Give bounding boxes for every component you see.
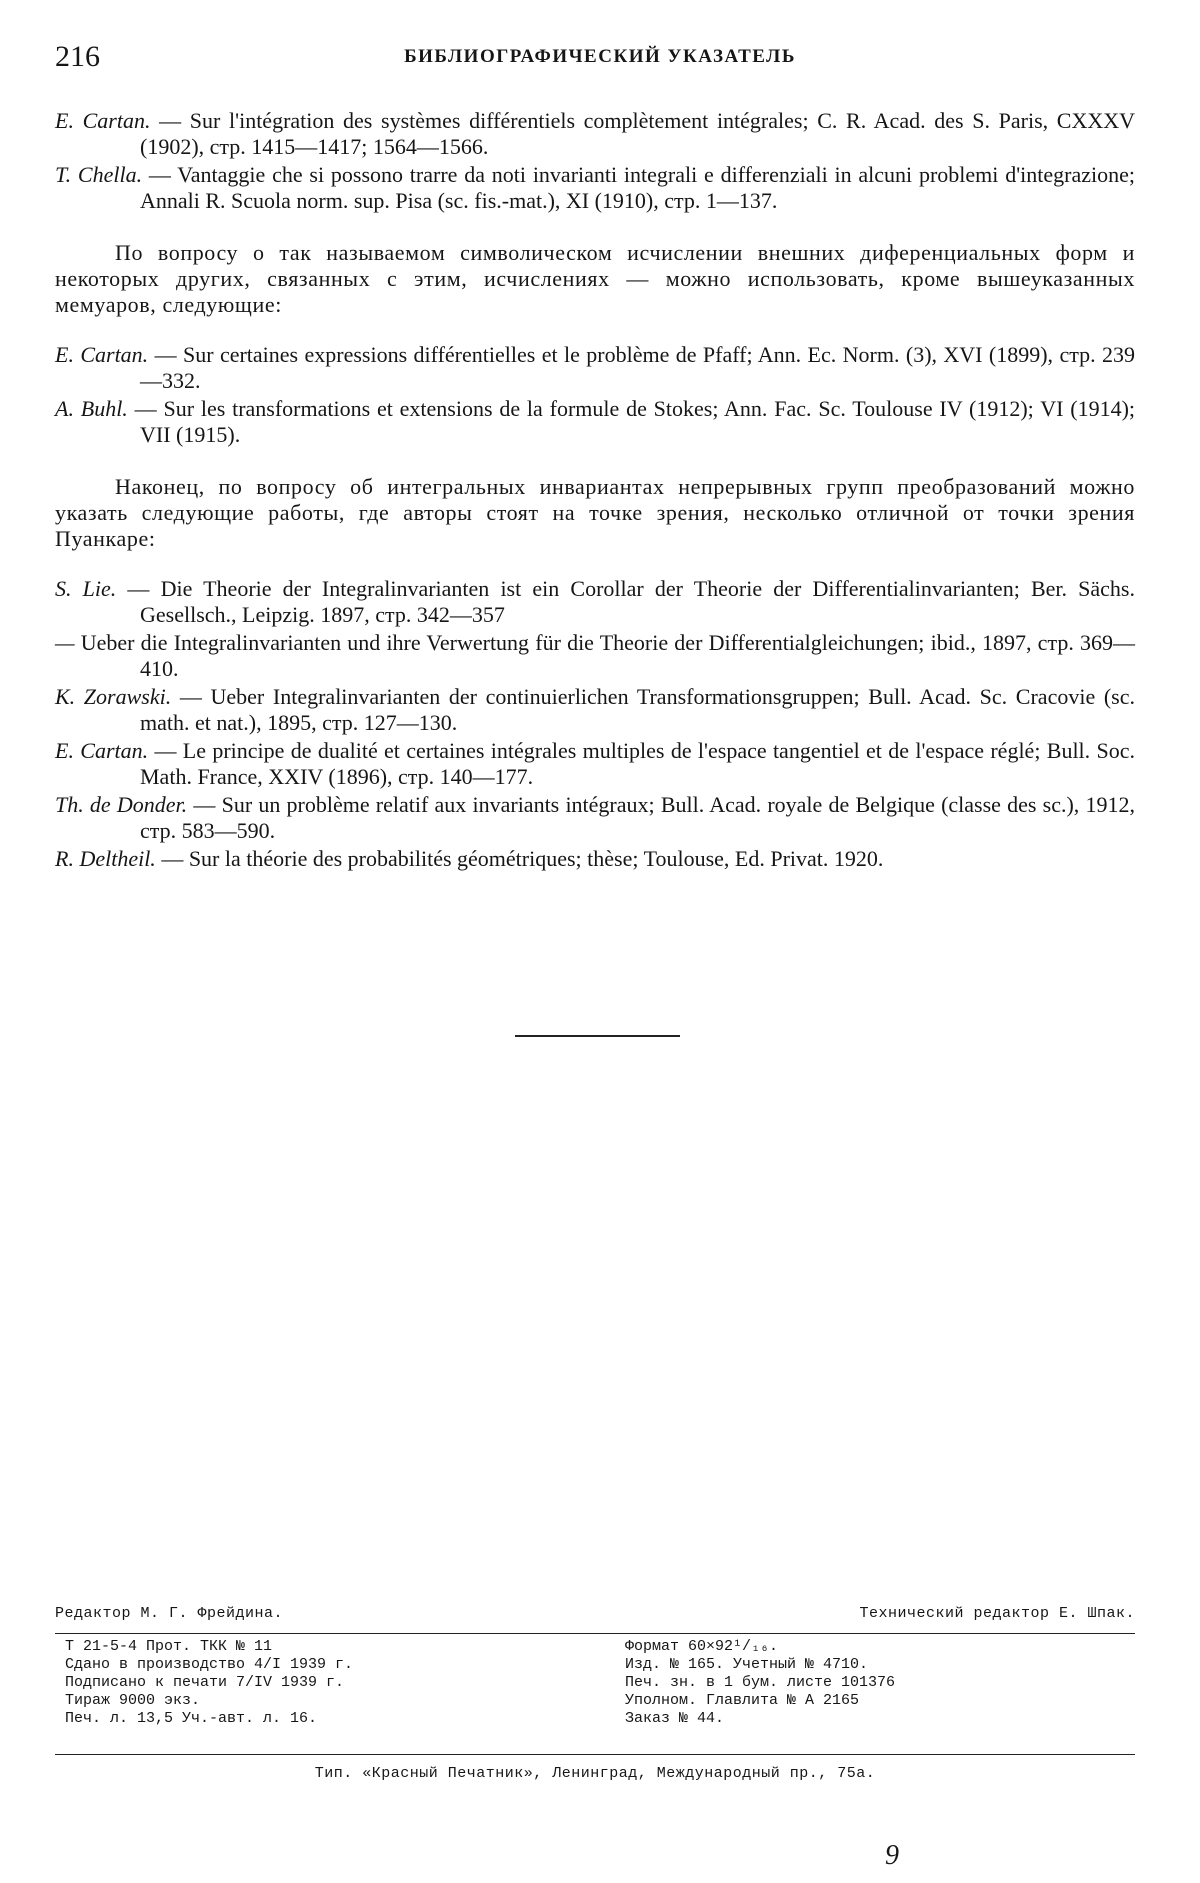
imprint-left-column: [55, 1638, 575, 1750]
imprint-line: Печ. зн. в 1 бум. листе 101376: [625, 1674, 896, 1691]
reference-text: Sur la théorie des probabilités géométriques; thèse; Toulouse, Ed. Privat. 1920.: [188, 846, 884, 871]
imprint-line: Подписано к печати 7/IV 1939 г.: [65, 1674, 345, 1691]
printer-line: Тип. «Красный Печатник», Ленинград, Международный пр., 75а.: [314, 1765, 876, 1782]
reference-text: Sur un problème relatif aux invariants intégraux; Bull. Acad. royale de Belgique (classe des sc.), 1912, стр. 583—590.: [140, 792, 1136, 843]
references-group-3: [55, 576, 1135, 872]
imprint-rule-top: [55, 1633, 1135, 1634]
reference-text: Sur l'intégration des systèmes différentiels complètement intégrales; C. R. Acad. des S. Paris, CXXXV (1902), стр. 1415—1417; 1564—1566.: [140, 108, 1136, 159]
reference-author: E. Cartan.: [55, 738, 149, 763]
reference-entry: Th. de Donder. — Sur un problème relatif aux invariants intégraux; Bull. Acad. royale de Belgique (classe des sc.), 1912, стр. 583—590.: [55, 792, 1136, 843]
reference-text: Die Theorie der Integralinvarianten ist ein Corollar der Theorie der Differentialinvarianten; Ber. Sächs. Gesellsch., Leipzig. 1897, стр. 342—357: [140, 576, 1135, 627]
reference-author: S. Lie.: [55, 576, 117, 601]
imprint-line: Уполном. Главлита № А 2165: [625, 1692, 860, 1709]
intro-paragraph-2: Наконец, по вопросу об интегральных инвариантах непрерывных групп преобразований можно указать следующие работы, где авторы стоят на точке зрения, несколько отличной от точки зрения Пуанкаре:: [55, 474, 1135, 551]
reference-author: T. Chella.: [55, 162, 143, 187]
tech-editor-name: Технический редактор Е. Шпак.: [859, 1605, 1135, 1622]
imprint-rule-bottom: [55, 1754, 1135, 1755]
reference-author: E. Cartan.: [55, 108, 151, 133]
references-group-2: [55, 342, 1135, 448]
bibliography-content: [55, 108, 1135, 874]
reference-text: Le principe de dualité et certaines intégrales multiples de l'espace tangentiel et de l'espace réglé; Bull. Soc. Math. France, XXIV (1896), стр. 140—177.: [140, 738, 1136, 789]
imprint-line: Т 21-5-4 Прот. ТКК № 11: [65, 1638, 273, 1655]
references-group-1: [55, 108, 1135, 214]
reference-entry: E. Cartan. — Sur l'intégration des systèmes différentiels complètement intégrales; C. R. Acad. des S. Paris, CXXXV (1902), стр. 1415—1417; 1564—1566.: [55, 108, 1136, 159]
page-number: 216: [55, 40, 100, 73]
reference-text: Ueber die Integralinvarianten und ihre Verwertung für die Theorie der Differentialgleichungen; ibid., 1897, стр. 369—410.: [80, 630, 1136, 681]
reference-entry: R. Deltheil. — Sur la théorie des probabilités géométriques; thèse; Toulouse, Ed. Privat. 1920.: [55, 846, 884, 871]
imprint-block: [55, 1605, 1135, 1782]
section-divider: [515, 1035, 680, 1037]
page-header: [55, 40, 1145, 80]
reference-entry: A. Buhl. — Sur les transformations et extensions de la formule de Stokes; Ann. Fac. Sc. Toulouse IV (1912); VI (1914); VII (1915).: [55, 396, 1136, 447]
reference-entry: [55, 630, 1135, 682]
imprint-line: Тираж 9000 экз.: [65, 1692, 201, 1709]
reference-text: Vantaggie che si possono trarre da noti invarianti integrali e differenziali in alcuni problemi d'integrazione; Annali R. Scuola norm. sup. Pisa (sc. fis.-mat.), XI (1910), стр. 1—137.: [140, 162, 1136, 213]
reference-author: R. Deltheil.: [55, 846, 156, 871]
reference-author: A. Buhl.: [55, 396, 128, 421]
running-title: БИБЛИОГРАФИЧЕСКИЙ УКАЗАТЕЛЬ: [404, 46, 796, 67]
intro-paragraph-1: По вопросу о так называемом символическом исчислении внешних диференциальных форм и некоторых других, связанных с этим, исчислениях — можно использовать, кроме вышеуказанных мемуаров, следующие:: [55, 240, 1135, 317]
editors-line: [55, 1605, 1135, 1629]
reference-author: Th. de Donder.: [55, 792, 188, 817]
reference-entry: E. Cartan. — Sur certaines expressions différentielles et le problème de Pfaff; Ann. Ec. Norm. (3), XVI (1899), стр. 239—332.: [55, 342, 1135, 393]
imprint-line: Формат 60×92¹/₁₆.: [625, 1638, 779, 1655]
reference-author: K. Zorawski.: [55, 684, 172, 709]
imprint-line: Печ. л. 13,5 Уч.-авт. л. 16.: [65, 1710, 318, 1727]
reference-text: Ueber Integralinvarianten der continuierlichen Transformationsgruppen; Bull. Acad. Sc. Cracovie (sc. math. et nat.), 1895, стр. 127—130.: [140, 684, 1135, 735]
reference-text: Sur certaines expressions différentielles et le problème de Pfaff; Ann. Ec. Norm. (3), XVI (1899), стр. 239—332.: [140, 342, 1135, 393]
reference-author: —: [55, 630, 75, 655]
imprint-right-column: [575, 1638, 1135, 1750]
reference-entry: K. Zorawski. — Ueber Integralinvarianten der continuierlichen Transformationsgruppen; Bull. Acad. Sc. Cracovie (sc. math. et nat.), 1895, стр. 127—130.: [55, 684, 1135, 735]
editor-name: Редактор М. Г. Фрейдина.: [55, 1605, 284, 1622]
reference-entry: T. Chella. — Vantaggie che si possono trarre da noti invarianti integrali e differenziali in alcuni problemi d'integrazione; Annali R. Scuola norm. sup. Pisa (sc. fis.-mat.), XI (1910), стр. 1—137.: [55, 162, 1136, 213]
reference-author: E. Cartan.: [55, 342, 149, 367]
signature-mark: 9: [885, 1840, 899, 1871]
imprint-columns: [55, 1638, 1135, 1750]
imprint-line: Сдано в производство 4/I 1939 г.: [65, 1656, 354, 1673]
imprint-line: Изд. № 165. Учетный № 4710.: [625, 1656, 869, 1673]
reference-text: Sur les transformations et extensions de la formule de Stokes; Ann. Fac. Sc. Toulouse IV (1912); VI (1914); VII (1915).: [140, 396, 1136, 447]
reference-entry: S. Lie. — Die Theorie der Integralinvarianten ist ein Corollar der Theorie der Differentialinvarianten; Ber. Sächs. Gesellsch., Leipzig. 1897, стр. 342—357: [55, 576, 1135, 627]
reference-entry: E. Cartan. — Le principe de dualité et certaines intégrales multiples de l'espace tangentiel et de l'espace réglé; Bull. Soc. Math. France, XXIV (1896), стр. 140—177.: [55, 738, 1136, 789]
imprint-line: Заказ № 44.: [625, 1710, 725, 1727]
